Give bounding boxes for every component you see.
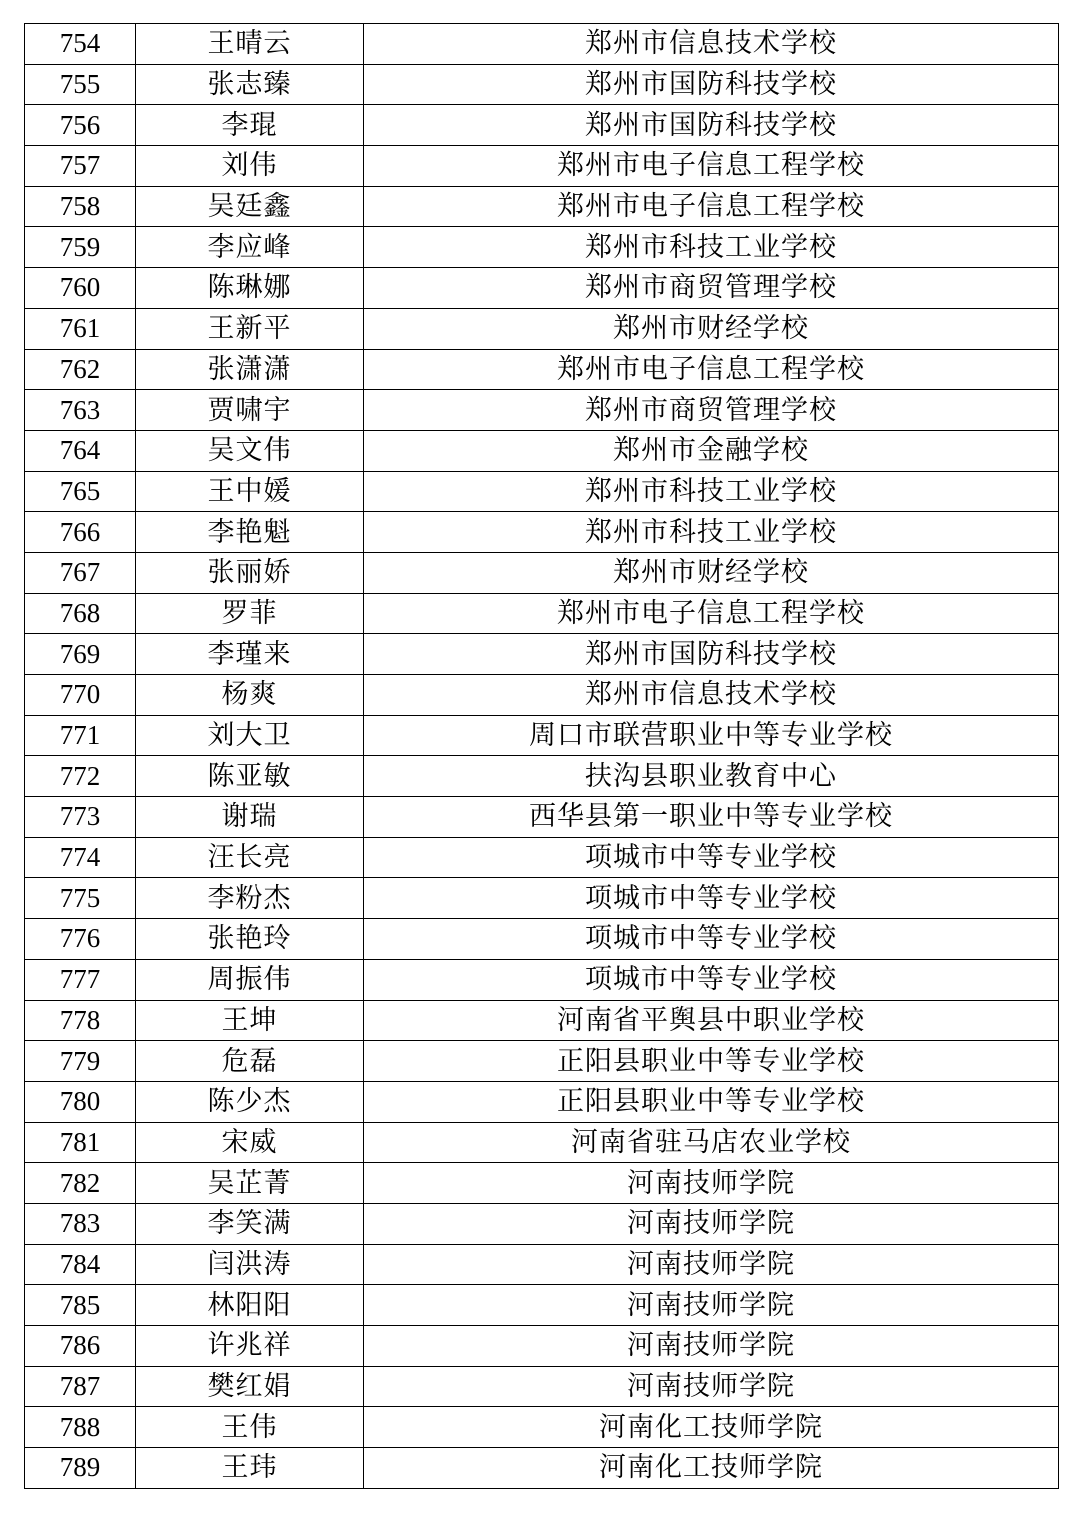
person-name-cell: 闫洪涛 (136, 1244, 364, 1285)
row-number-cell: 757 (25, 146, 136, 187)
school-name-cell: 扶沟县职业教育中心 (364, 756, 1059, 797)
row-number-cell: 771 (25, 715, 136, 756)
row-number-cell: 755 (25, 64, 136, 105)
table-row (25, 471, 1059, 512)
person-name-cell: 王晴云 (136, 24, 364, 65)
roster-table (24, 23, 1059, 1489)
school-name-cell: 河南省平舆县中职业学校 (364, 1000, 1059, 1041)
row-number-cell: 781 (25, 1122, 136, 1163)
table-row (25, 146, 1059, 187)
school-name-cell: 郑州市财经学校 (364, 308, 1059, 349)
person-name-cell: 汪长亮 (136, 837, 364, 878)
person-name-cell: 李笑满 (136, 1203, 364, 1244)
school-name-cell: 项城市中等专业学校 (364, 919, 1059, 960)
person-name-cell: 王新平 (136, 308, 364, 349)
row-number-cell: 768 (25, 593, 136, 634)
row-number-cell: 770 (25, 675, 136, 716)
person-name-cell: 王玮 (136, 1448, 364, 1489)
person-name-cell: 樊红娟 (136, 1366, 364, 1407)
person-name-cell: 杨爽 (136, 675, 364, 716)
person-name-cell: 李应峰 (136, 227, 364, 268)
table-row (25, 349, 1059, 390)
table-row (25, 1244, 1059, 1285)
person-name-cell: 许兆祥 (136, 1326, 364, 1367)
person-name-cell: 吴廷鑫 (136, 186, 364, 227)
table-row (25, 24, 1059, 65)
school-name-cell: 郑州市科技工业学校 (364, 471, 1059, 512)
row-number-cell: 774 (25, 837, 136, 878)
person-name-cell: 张艳玲 (136, 919, 364, 960)
school-name-cell: 正阳县职业中等专业学校 (364, 1041, 1059, 1082)
school-name-cell: 河南化工技师学院 (364, 1448, 1059, 1489)
person-name-cell: 王中媛 (136, 471, 364, 512)
row-number-cell: 754 (25, 24, 136, 65)
row-number-cell: 773 (25, 797, 136, 838)
table-row (25, 1203, 1059, 1244)
person-name-cell: 陈琳娜 (136, 268, 364, 309)
table-row (25, 512, 1059, 553)
table-row (25, 1122, 1059, 1163)
school-name-cell: 郑州市信息技术学校 (364, 24, 1059, 65)
school-name-cell: 河南技师学院 (364, 1203, 1059, 1244)
person-name-cell: 李粉杰 (136, 878, 364, 919)
table-row (25, 919, 1059, 960)
school-name-cell: 项城市中等专业学校 (364, 959, 1059, 1000)
school-name-cell: 郑州市国防科技学校 (364, 105, 1059, 146)
school-name-cell: 河南技师学院 (364, 1285, 1059, 1326)
row-number-cell: 766 (25, 512, 136, 553)
school-name-cell: 河南化工技师学院 (364, 1407, 1059, 1448)
roster-table-body (25, 24, 1059, 1489)
row-number-cell: 760 (25, 268, 136, 309)
school-name-cell: 郑州市电子信息工程学校 (364, 186, 1059, 227)
school-name-cell: 郑州市商贸管理学校 (364, 268, 1059, 309)
person-name-cell: 谢瑞 (136, 797, 364, 838)
roster-table-container (24, 23, 1058, 1489)
school-name-cell: 郑州市财经学校 (364, 552, 1059, 593)
row-number-cell: 772 (25, 756, 136, 797)
row-number-cell: 785 (25, 1285, 136, 1326)
school-name-cell: 郑州市科技工业学校 (364, 227, 1059, 268)
school-name-cell: 项城市中等专业学校 (364, 878, 1059, 919)
row-number-cell: 759 (25, 227, 136, 268)
row-number-cell: 769 (25, 634, 136, 675)
school-name-cell: 郑州市国防科技学校 (364, 64, 1059, 105)
table-row (25, 1163, 1059, 1204)
person-name-cell: 贾啸宇 (136, 390, 364, 431)
person-name-cell: 刘大卫 (136, 715, 364, 756)
table-row (25, 1000, 1059, 1041)
school-name-cell: 郑州市科技工业学校 (364, 512, 1059, 553)
school-name-cell: 郑州市电子信息工程学校 (364, 593, 1059, 634)
row-number-cell: 779 (25, 1041, 136, 1082)
school-name-cell: 西华县第一职业中等专业学校 (364, 797, 1059, 838)
table-row (25, 308, 1059, 349)
row-number-cell: 780 (25, 1081, 136, 1122)
row-number-cell: 783 (25, 1203, 136, 1244)
row-number-cell: 761 (25, 308, 136, 349)
table-row (25, 186, 1059, 227)
row-number-cell: 756 (25, 105, 136, 146)
person-name-cell: 李瑾来 (136, 634, 364, 675)
school-name-cell: 河南技师学院 (364, 1163, 1059, 1204)
table-row (25, 593, 1059, 634)
table-row (25, 756, 1059, 797)
table-row (25, 1448, 1059, 1489)
table-row (25, 64, 1059, 105)
row-number-cell: 782 (25, 1163, 136, 1204)
table-row (25, 268, 1059, 309)
table-row (25, 390, 1059, 431)
row-number-cell: 758 (25, 186, 136, 227)
row-number-cell: 775 (25, 878, 136, 919)
person-name-cell: 吴芷菁 (136, 1163, 364, 1204)
row-number-cell: 762 (25, 349, 136, 390)
row-number-cell: 787 (25, 1366, 136, 1407)
table-row (25, 797, 1059, 838)
school-name-cell: 郑州市商贸管理学校 (364, 390, 1059, 431)
school-name-cell: 郑州市国防科技学校 (364, 634, 1059, 675)
row-number-cell: 776 (25, 919, 136, 960)
person-name-cell: 张志臻 (136, 64, 364, 105)
table-row (25, 675, 1059, 716)
person-name-cell: 王伟 (136, 1407, 364, 1448)
row-number-cell: 786 (25, 1326, 136, 1367)
person-name-cell: 危磊 (136, 1041, 364, 1082)
row-number-cell: 765 (25, 471, 136, 512)
person-name-cell: 陈亚敏 (136, 756, 364, 797)
person-name-cell: 陈少杰 (136, 1081, 364, 1122)
row-number-cell: 767 (25, 552, 136, 593)
table-row (25, 552, 1059, 593)
person-name-cell: 刘伟 (136, 146, 364, 187)
person-name-cell: 宋威 (136, 1122, 364, 1163)
table-row (25, 1407, 1059, 1448)
table-row (25, 634, 1059, 675)
school-name-cell: 郑州市信息技术学校 (364, 675, 1059, 716)
table-row (25, 959, 1059, 1000)
row-number-cell: 789 (25, 1448, 136, 1489)
school-name-cell: 河南技师学院 (364, 1244, 1059, 1285)
row-number-cell: 784 (25, 1244, 136, 1285)
person-name-cell: 李艳魁 (136, 512, 364, 553)
person-name-cell: 李琨 (136, 105, 364, 146)
person-name-cell: 张丽娇 (136, 552, 364, 593)
school-name-cell: 周口市联营职业中等专业学校 (364, 715, 1059, 756)
table-row (25, 1366, 1059, 1407)
school-name-cell: 河南省驻马店农业学校 (364, 1122, 1059, 1163)
row-number-cell: 764 (25, 430, 136, 471)
person-name-cell: 林阳阳 (136, 1285, 364, 1326)
table-row (25, 227, 1059, 268)
table-row (25, 837, 1059, 878)
school-name-cell: 郑州市电子信息工程学校 (364, 146, 1059, 187)
table-row (25, 1285, 1059, 1326)
person-name-cell: 吴文伟 (136, 430, 364, 471)
table-row (25, 1041, 1059, 1082)
school-name-cell: 项城市中等专业学校 (364, 837, 1059, 878)
table-row (25, 1326, 1059, 1367)
person-name-cell: 王坤 (136, 1000, 364, 1041)
row-number-cell: 763 (25, 390, 136, 431)
row-number-cell: 788 (25, 1407, 136, 1448)
school-name-cell: 河南技师学院 (364, 1326, 1059, 1367)
school-name-cell: 正阳县职业中等专业学校 (364, 1081, 1059, 1122)
row-number-cell: 777 (25, 959, 136, 1000)
person-name-cell: 张潇潇 (136, 349, 364, 390)
school-name-cell: 河南技师学院 (364, 1366, 1059, 1407)
row-number-cell: 778 (25, 1000, 136, 1041)
school-name-cell: 郑州市电子信息工程学校 (364, 349, 1059, 390)
school-name-cell: 郑州市金融学校 (364, 430, 1059, 471)
table-row (25, 878, 1059, 919)
person-name-cell: 罗菲 (136, 593, 364, 634)
table-row (25, 430, 1059, 471)
table-row (25, 105, 1059, 146)
table-row (25, 1081, 1059, 1122)
table-row (25, 715, 1059, 756)
person-name-cell: 周振伟 (136, 959, 364, 1000)
